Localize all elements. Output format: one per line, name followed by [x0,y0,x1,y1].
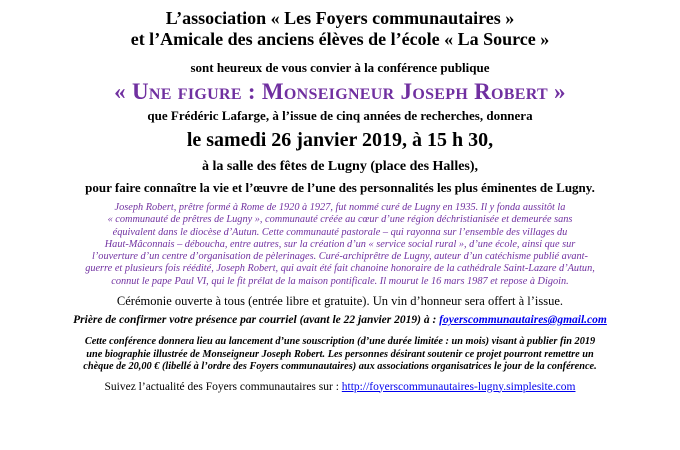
subscription-line: une biographie illustrée de Monseigneur Joseph Robert. Les personnes désirant soutenir ce projet pourront remettre un [86,348,594,360]
bio-line: connut le pape Paul VI, qui le fit prélat de la maison pontificale. Il mourut le 16 mars 1987 et repose à Digoin. [111,275,569,287]
bio-line: équivalent dans le diocèse d’Autun. Cette communauté pastorale – qui rayonna sur l’ensemble des villages du [112,226,568,238]
bio-line: l’ouverture d’un centre d’organisation de pèlerinages. Curé-archiprêtre de Lugny, auteur d’un catéchisme publié avant- [92,251,588,263]
confirm-line [0,313,680,328]
subscription-line: Cette conférence donnera lieu au lancement d’une souscription (d’une durée limitée : un mois) visant à publier fin 2019 [84,336,596,348]
organizer-line-2: et l’Amicale des anciens élèves de l’école « La Source » [130,29,550,49]
purpose-line: pour faire connaître la vie et l’œuvre de l’une des personnalités les plus éminentes de Lugny. [85,180,595,195]
bio-line: Haut-Mâconnais – déboucha, entre autres, sur la création d’un « service social rural », d’une école, ainsi que sur [104,238,576,250]
place-line: à la salle des fêtes de Lugny (place des Halles), [201,159,479,174]
biography-paragraph [20,202,660,288]
invitation-line: sont heureux de vous convier à la conférence publique [190,60,490,75]
organizer-line-1: L’association « Les Foyers communautaires » [165,8,515,28]
conference-title: « Une figure : Monseigneur Joseph Robert » [114,79,566,104]
website-link[interactable]: http://foyerscommunautaires-lugny.simplesite.com [341,380,576,393]
bio-line: « communauté de prêtres de Lugny », communauté créée au cœur d’une région déchristianisée et demeurée sans [107,214,573,226]
email-link[interactable]: foyerscommunautaires@gmail.com [439,314,607,327]
follow-text: Suivez l’actualité des Foyers communautaires sur : [104,380,342,393]
bio-line: guerre et plusieurs fois réédité, Joseph Robert, qui avait été fait chanoine honoraire de la cathédrale Saint-Lazare d’Autun, [85,263,595,275]
bio-line: Joseph Robert, prêtre formé à Rome de 1920 à 1927, fut nommé curé de Lugny en 1935. Il y fonda aussitôt la [114,202,566,213]
date-line: le samedi 26 janvier 2019, à 15 h 30, [186,129,494,151]
follow-line [0,380,680,395]
speaker-line: que Frédéric Lafarge, à l’issue de cinq années de recherches, donnera [147,108,533,123]
subscription-line: chèque de 20,00 € (libellé à l’ordre des Foyers communautaires) aux associations organisatrices le jour de la conférence. [83,361,597,373]
subscription-paragraph [0,336,680,374]
ceremony-line: Cérémonie ouverte à tous (entrée libre et gratuite). Un vin d’honneur sera offert à l’issue. [116,294,564,309]
confirm-text: Prière de confirmer votre présence par courriel (avant le 22 janvier 2019) à : [73,314,440,327]
